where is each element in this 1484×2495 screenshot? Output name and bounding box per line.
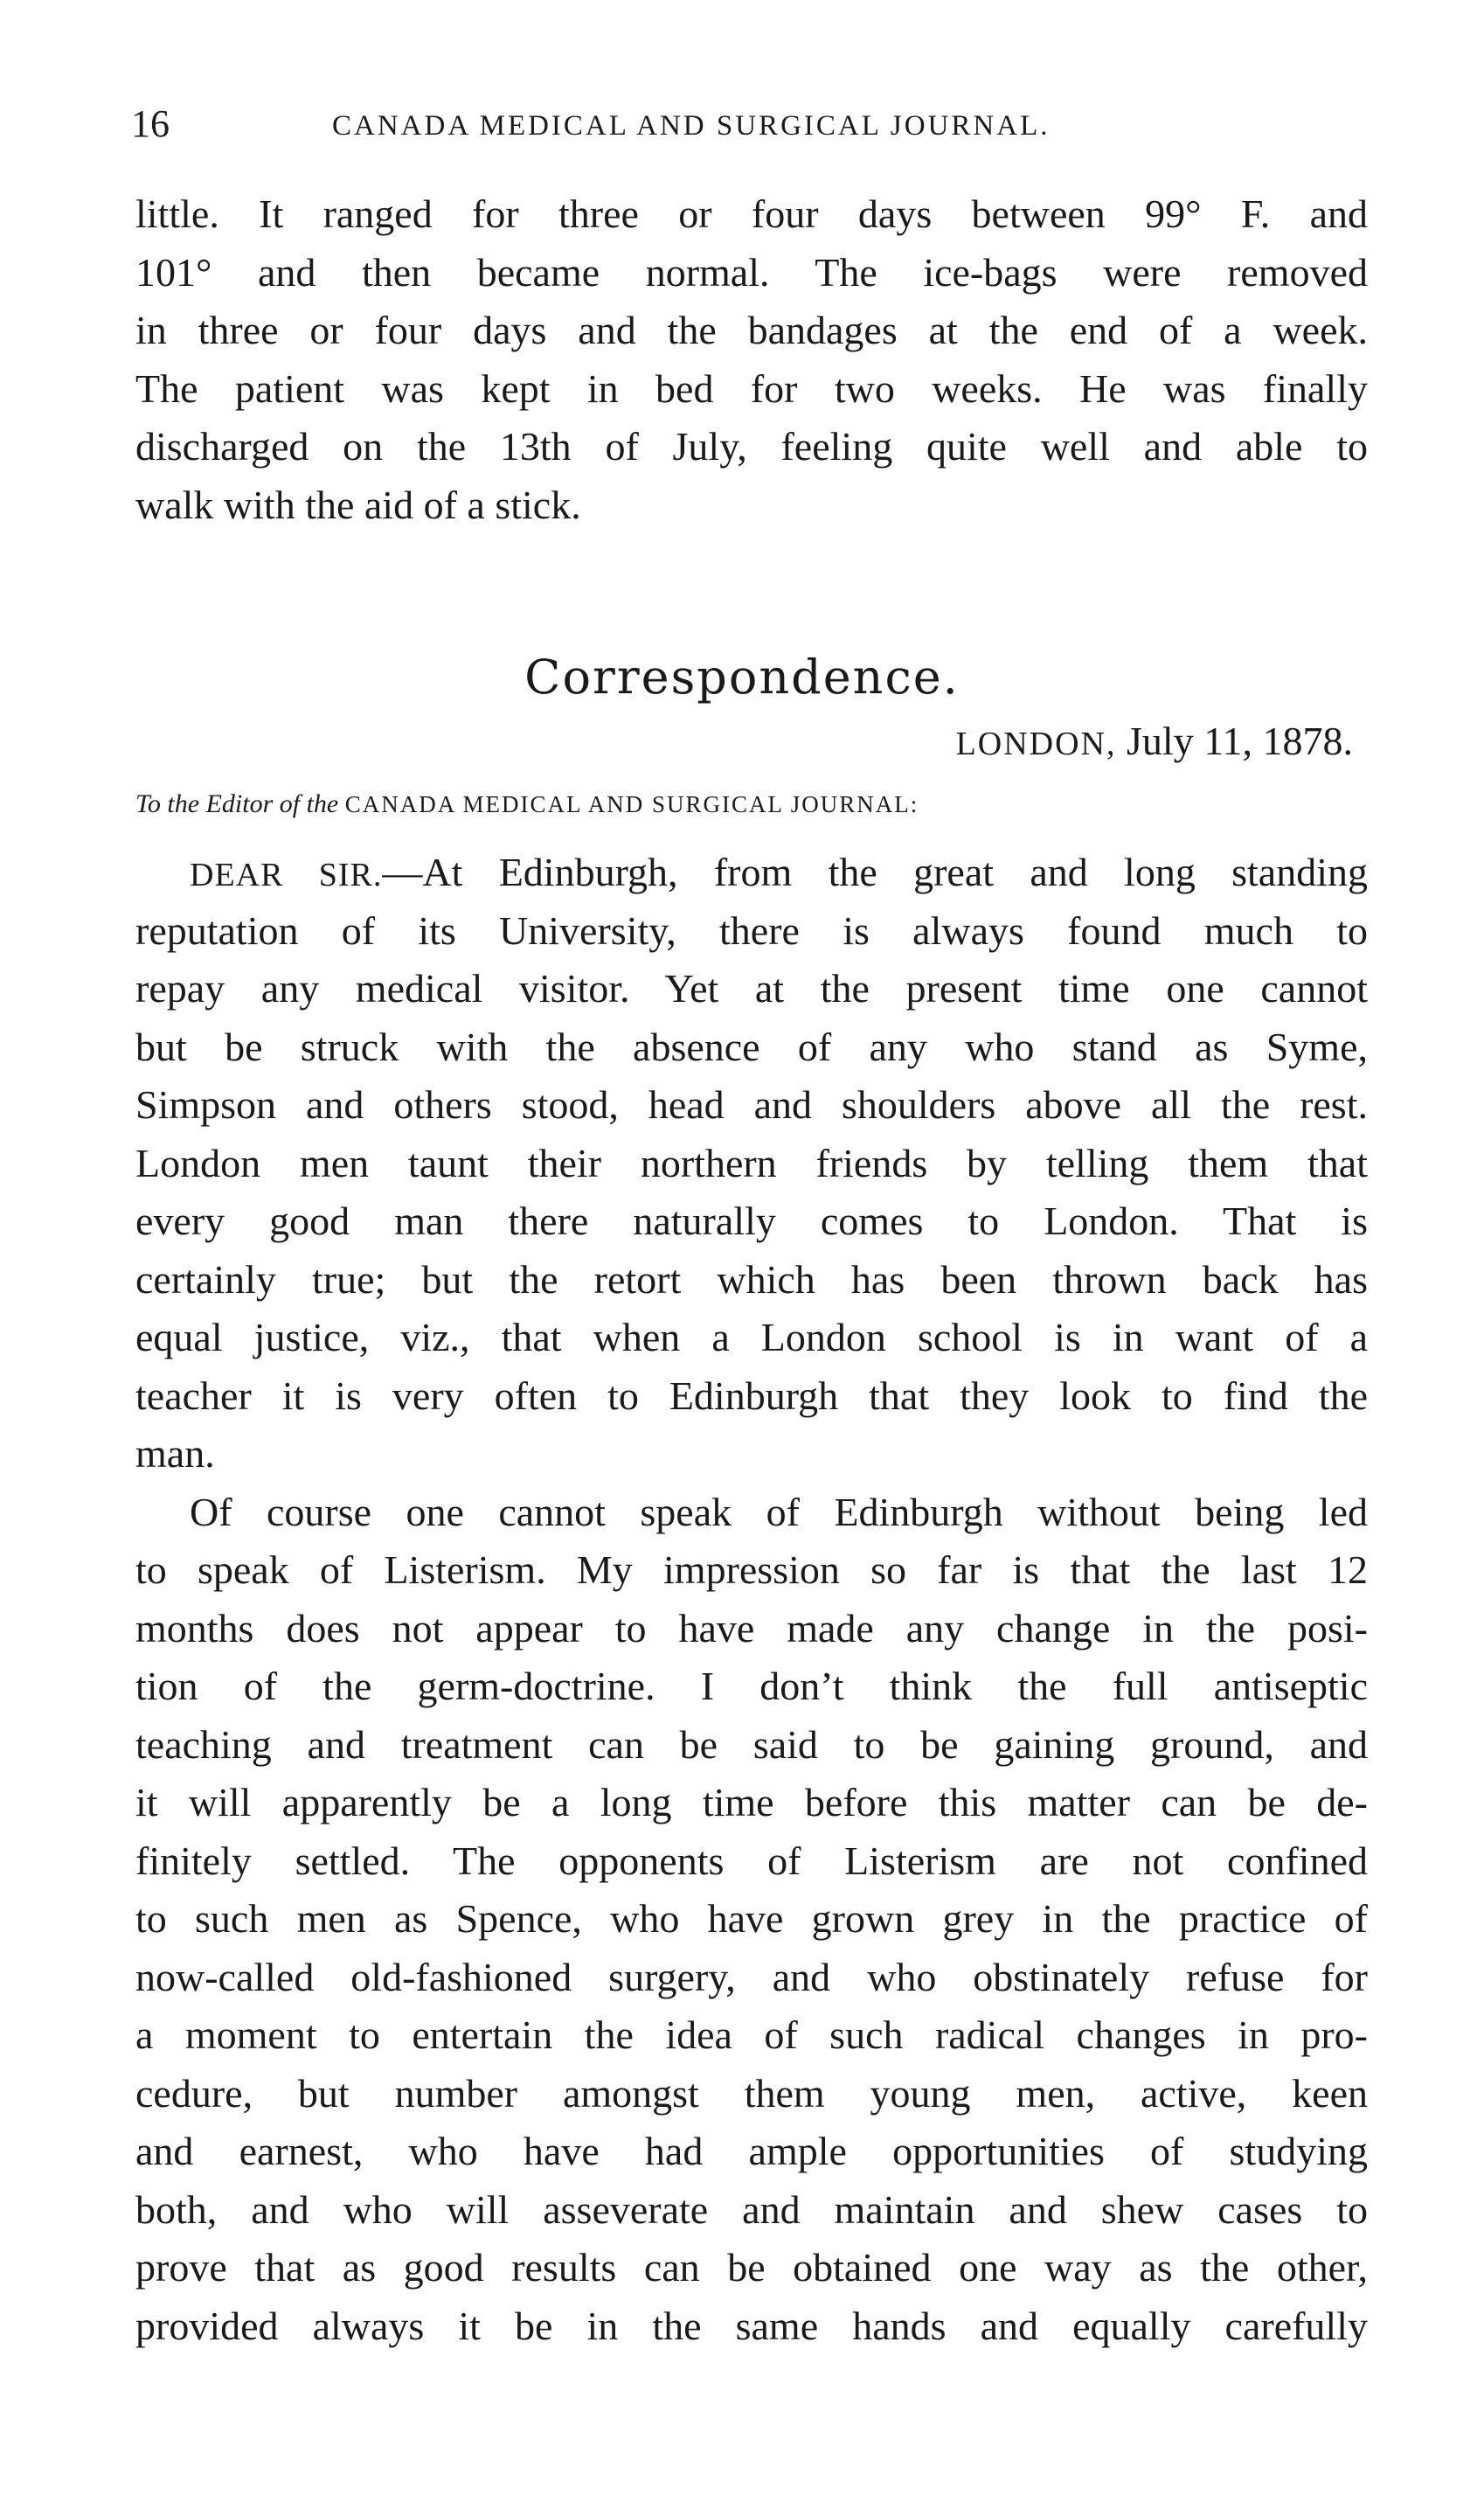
salutation-opening: DEAR SIR. bbox=[190, 857, 383, 893]
text-line: reputation of its University, there is always found much to bbox=[135, 907, 1368, 953]
text-line: but be struck with the absence of any who stand as Syme, bbox=[135, 1024, 1368, 1069]
running-head bbox=[131, 98, 1372, 159]
text-line: to such men as Spence, who have grown grey in the practice of bbox=[135, 1896, 1368, 1941]
text-line: tion of the germ-doctrine. I don’t think the full antiseptic bbox=[135, 1664, 1368, 1708]
text-line: provided always it be in the same hands and equally carefully bbox=[135, 2303, 1368, 2348]
text-line: to speak of Listerism. My impression so far is that the last 12 bbox=[135, 1547, 1368, 1592]
journal-running-title: CANADA MEDICAL AND SURGICAL JOURNAL. bbox=[332, 110, 1051, 142]
text-line: discharged on the 13th of July, feeling quite well and able to bbox=[135, 424, 1368, 469]
dateline-city: LONDON, bbox=[955, 726, 1117, 762]
text-line: months does not appear to have made any change in the posi- bbox=[135, 1605, 1368, 1651]
letter-paragraph bbox=[135, 1484, 1368, 2356]
salutation-continuation: —At Edinburgh, from the great and long standing bbox=[382, 850, 1368, 894]
text-line: every good man there naturally comes to London. That is bbox=[135, 1199, 1368, 1243]
text-line: London men taunt their northern friends by telling them that bbox=[135, 1140, 1368, 1185]
text-line: Of course one cannot speak of Edinburgh without being led bbox=[190, 1489, 1368, 1534]
text-line: walk with the aid of a stick. bbox=[135, 482, 581, 527]
text-line: it will apparently be a long time before this matter can be de- bbox=[135, 1780, 1368, 1824]
editor-address bbox=[135, 782, 1368, 826]
text-line: teaching and treatment can be said to be gaining ground, and bbox=[135, 1721, 1368, 1767]
text-line: both, and who will asseverate and maintain and shew cases to bbox=[135, 2186, 1368, 2232]
editor-address-prefix: To the Editor of the bbox=[135, 789, 339, 818]
text-line: cedure, but number amongst them young men, active, keen bbox=[135, 2070, 1368, 2116]
case-report-paragraph bbox=[135, 185, 1368, 534]
text-line: teacher it is very often to Edinburgh that they look to find the bbox=[135, 1373, 1368, 1418]
text-line: in three or four days and the bandages at the end of a week. bbox=[135, 308, 1368, 352]
text-line: now-called old-fashioned surgery, and who obstinately refuse for bbox=[135, 1954, 1368, 1999]
dateline-date: July 11, 1878. bbox=[1127, 719, 1353, 763]
editor-address-journal: CANADA MEDICAL AND SURGICAL JOURNAL: bbox=[344, 791, 919, 817]
text-line: Simpson and others stood, head and shoulders above all the rest. bbox=[135, 1082, 1368, 1127]
section-heading: Correspondence. bbox=[524, 650, 960, 705]
page-number: 16 bbox=[131, 102, 170, 145]
text-line: 101° and then became normal. The ice-bags were removed bbox=[135, 249, 1368, 295]
text-line: a moment to entertain the idea of such radical changes in pro- bbox=[135, 2012, 1368, 2057]
letter-body bbox=[135, 844, 1368, 2355]
text-line: prove that as good results can be obtained one way as the other, bbox=[135, 2245, 1368, 2290]
text-line: man. bbox=[135, 1431, 215, 1476]
letter-dateline bbox=[956, 712, 1353, 773]
continued-case-report bbox=[135, 185, 1368, 534]
text-line: equal justice, viz., that when a London school is in want of a bbox=[135, 1315, 1368, 1359]
text-line: little. It ranged for three or four days between 99° F. and bbox=[135, 191, 1368, 236]
text-line: and earnest, who have had ample opportunities of studying bbox=[135, 2129, 1368, 2173]
letter-paragraph bbox=[135, 844, 1368, 1484]
text-line: repay any medical visitor. Yet at the present time one cannot bbox=[135, 966, 1368, 1011]
text-line: certainly true; but the retort which has been thrown back has bbox=[135, 1256, 1368, 1302]
text-line: The patient was kept in bed for two weeks. He was finally bbox=[135, 365, 1368, 411]
text-line: finitely settled. The opponents of Listerism are not confined bbox=[135, 1838, 1368, 1883]
text-line bbox=[135, 844, 1368, 902]
